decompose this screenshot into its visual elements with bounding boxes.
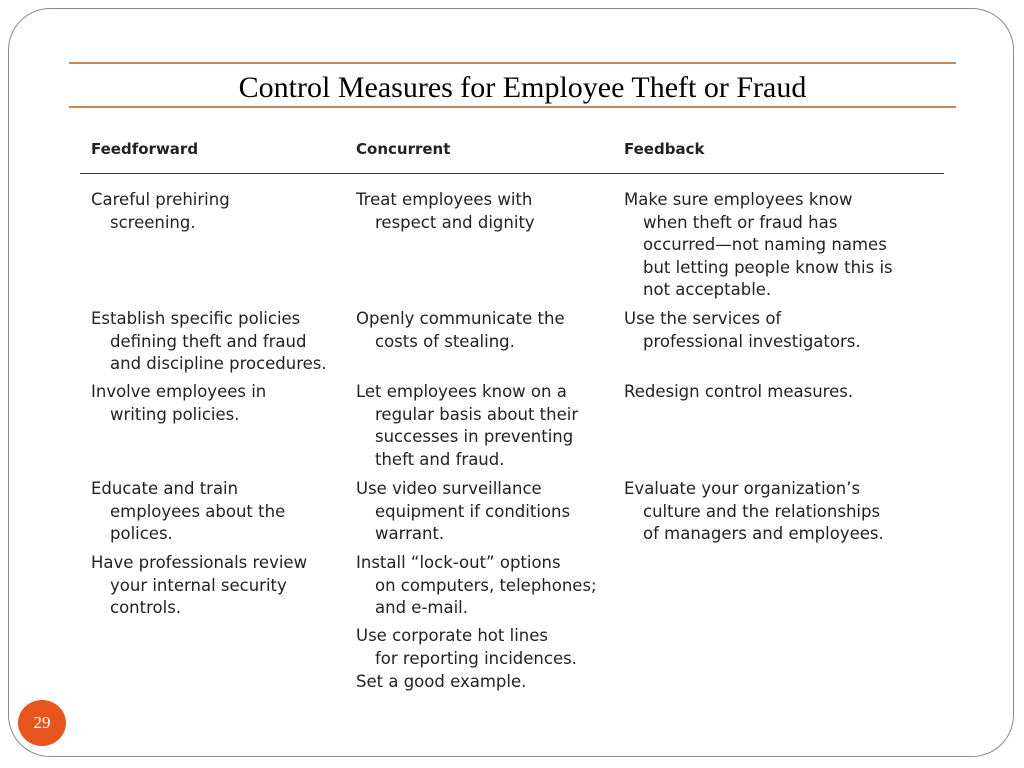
title-rule-top bbox=[69, 62, 956, 64]
header-divider bbox=[80, 173, 944, 174]
feedforward-item: Have professionals review your internal security controls. bbox=[91, 553, 308, 617]
slide-title: Control Measures for Employee Theft or Fraud bbox=[238, 71, 807, 104]
concurrent-item: Use video surveillance equipment if conditions warrant. bbox=[356, 479, 571, 543]
concurrent-item: Let employees know on a regular basis about their successes in preventing theft and fraud. bbox=[356, 382, 579, 469]
feedforward-item: Careful prehiring screening. bbox=[91, 190, 230, 232]
feedback-item: Make sure employees know when theft or fraud has occurred—not naming names but letting people know this is not acceptable. bbox=[624, 190, 893, 299]
feedback-item: Redesign control measures. bbox=[624, 382, 854, 401]
concurrent-item: Openly communicate the costs of stealing. bbox=[356, 309, 565, 351]
page-number-badge bbox=[18, 700, 66, 746]
feedforward-item: Establish specific policies defining theft and fraud and discipline procedures. bbox=[91, 309, 327, 373]
feedback-item: Use the services of professional investigators. bbox=[624, 309, 861, 351]
concurrent-item: Use corporate hot lines for reporting incidences. bbox=[356, 626, 577, 668]
header-feedback: Feedback bbox=[624, 140, 705, 158]
header-concurrent: Concurrent bbox=[356, 140, 451, 158]
page-number: 29 bbox=[33, 713, 51, 732]
feedback-item: Evaluate your organization’s culture and the relationships of managers and employees. bbox=[624, 479, 884, 543]
concurrent-item: Set a good example. bbox=[356, 672, 527, 691]
title-rule-bottom bbox=[69, 106, 956, 108]
header-feedforward: Feedforward bbox=[91, 140, 199, 158]
feedforward-item: Educate and train employees about the polices. bbox=[91, 479, 286, 543]
concurrent-item: Install “lock-out” options on computers, telephones; and e-mail. bbox=[356, 553, 597, 617]
feedforward-item: Involve employees in writing policies. bbox=[91, 382, 267, 424]
concurrent-item: Treat employees with respect and dignity bbox=[356, 190, 535, 232]
